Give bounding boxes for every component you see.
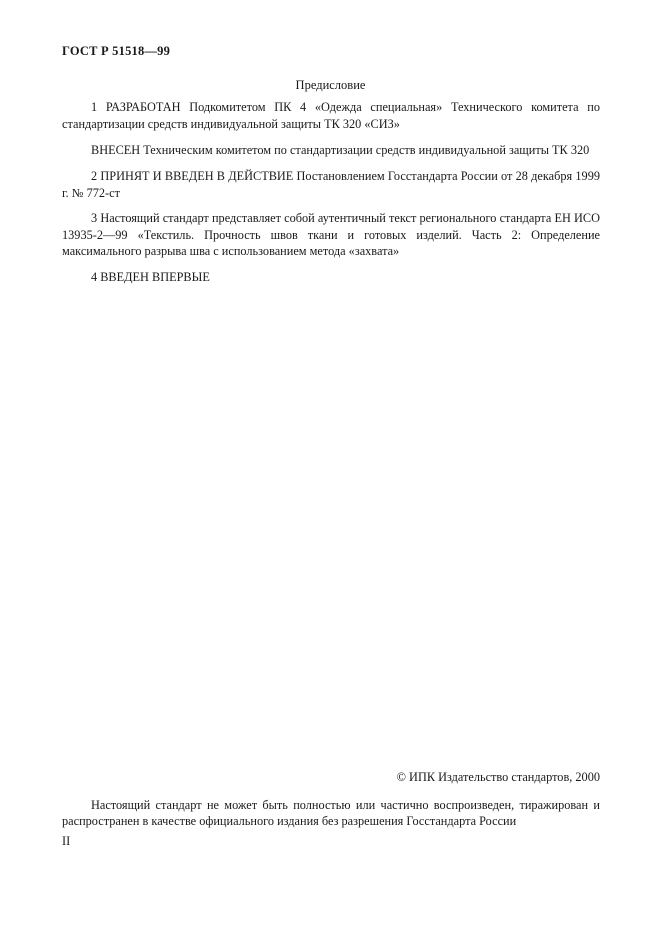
paragraph-authentic-text: 3 Настоящий стандарт представляет собой аутентичный текст регионального стандарта ЕН ИСО 13935-2—99 «Текстиль. Прочность швов ткани и готовых изделий. Часть 2: Определение максимального разрыва шва с использованием метода «захвата» [62, 211, 600, 258]
page-number: II [62, 834, 71, 848]
paragraph-first-introduced: 4 ВВЕДЕН ВПЕРВЫЕ [91, 270, 210, 284]
document-code: ГОСТ Р 51518—99 [62, 44, 171, 58]
section-title: Предисловие [295, 78, 366, 92]
copyright-line: © ИПК Издательство стандартов, 2000 [396, 770, 600, 784]
paragraph-adopted: 2 ПРИНЯТ И ВВЕДЕН В ДЕЙСТВИЕ Постановлением Госстандарта России от 28 декабря 1999 г. № 772-ст [62, 169, 600, 200]
paragraph-introduced: ВНЕСЕН Техническим комитетом по стандартизации средств индивидуальной защиты ТК 320 [91, 143, 590, 157]
paragraph-developed: 1 РАЗРАБОТАН Подкомитетом ПК 4 «Одежда специальная» Технического комитета по стандартизации средств индивидуальной защиты ТК 320 «СИЗ» [62, 100, 600, 131]
reproduction-notice: Настоящий стандарт не может быть полностью или частично воспроизведен, тиражирован и распространен в качестве официального издания без разрешения Госстандарта России [62, 798, 600, 828]
